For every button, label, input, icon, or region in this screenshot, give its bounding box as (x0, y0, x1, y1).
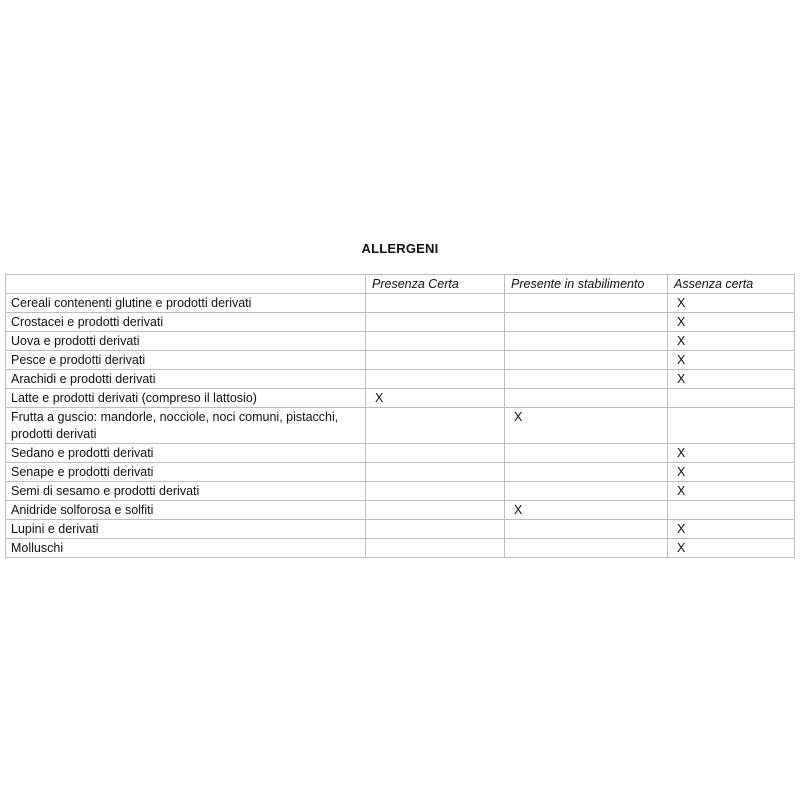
presente-stabilimento-cell (505, 444, 668, 463)
presenza-certa-cell (366, 501, 505, 520)
allergen-name-cell: Molluschi (6, 539, 366, 558)
assenza-certa-cell: X (668, 370, 795, 389)
table-row (6, 463, 795, 482)
table-row (6, 520, 795, 539)
allergen-name-cell: Cereali contenenti glutine e prodotti derivati (6, 294, 366, 313)
presente-stabilimento-cell (505, 539, 668, 558)
presenza-certa-cell: X (366, 389, 505, 408)
table-row (6, 389, 795, 408)
presente-stabilimento-cell (505, 313, 668, 332)
presente-stabilimento-cell (505, 520, 668, 539)
presenza-certa-cell (366, 370, 505, 389)
allergen-name-cell: Lupini e derivati (6, 520, 366, 539)
presenza-certa-cell (366, 351, 505, 370)
presente-stabilimento-cell (505, 294, 668, 313)
allergen-name-cell: Senape e prodotti derivati (6, 463, 366, 482)
table-row (6, 370, 795, 389)
assenza-certa-cell: X (668, 313, 795, 332)
allergen-name-cell: Frutta a guscio: mandorle, nocciole, noci comuni, pistacchi, prodotti derivati (6, 408, 366, 444)
presente-stabilimento-cell (505, 332, 668, 351)
assenza-certa-cell: X (668, 444, 795, 463)
allergen-name-cell: Latte e prodotti derivati (compreso il lattosio) (6, 389, 366, 408)
table-row (6, 501, 795, 520)
table-row (6, 294, 795, 313)
table-row (6, 539, 795, 558)
assenza-certa-cell (668, 389, 795, 408)
assenza-certa-cell: X (668, 463, 795, 482)
presenza-certa-cell (366, 539, 505, 558)
presente-stabilimento-cell: X (505, 501, 668, 520)
presente-stabilimento-cell (505, 370, 668, 389)
assenza-certa-cell: X (668, 520, 795, 539)
column-header-allergen (6, 275, 366, 294)
presenza-certa-cell (366, 444, 505, 463)
column-header-presenza-certa: Presenza Certa (366, 275, 505, 294)
allergen-table (5, 274, 795, 558)
allergen-name-cell: Uova e prodotti derivati (6, 332, 366, 351)
allergen-name-cell: Pesce e prodotti derivati (6, 351, 366, 370)
assenza-certa-cell: X (668, 294, 795, 313)
page-title: ALLERGENI (361, 241, 439, 256)
allergen-name-cell: Sedano e prodotti derivati (6, 444, 366, 463)
assenza-certa-cell (668, 408, 795, 444)
assenza-certa-cell: X (668, 539, 795, 558)
presenza-certa-cell (366, 463, 505, 482)
assenza-certa-cell: X (668, 332, 795, 351)
presenza-certa-cell (366, 520, 505, 539)
allergen-name-cell: Crostacei e prodotti derivati (6, 313, 366, 332)
table-row (6, 313, 795, 332)
presente-stabilimento-cell (505, 463, 668, 482)
assenza-certa-cell: X (668, 351, 795, 370)
column-header-presente-stabilimento: Presente in stabilimento (505, 275, 668, 294)
table-row (6, 482, 795, 501)
presente-stabilimento-cell (505, 351, 668, 370)
presente-stabilimento-cell (505, 389, 668, 408)
allergen-name-cell: Anidride solforosa e solfiti (6, 501, 366, 520)
presenza-certa-cell (366, 408, 505, 444)
presenza-certa-cell (366, 332, 505, 351)
allergen-name-cell: Semi di sesamo e prodotti derivati (6, 482, 366, 501)
table-row (6, 351, 795, 370)
table-row (6, 332, 795, 351)
allergen-name-cell: Arachidi e prodotti derivati (6, 370, 366, 389)
assenza-certa-cell: X (668, 482, 795, 501)
presenza-certa-cell (366, 482, 505, 501)
assenza-certa-cell (668, 501, 795, 520)
column-header-assenza-certa: Assenza certa (668, 275, 795, 294)
table-row (6, 444, 795, 463)
presenza-certa-cell (366, 313, 505, 332)
presenza-certa-cell (366, 294, 505, 313)
table-header-row (6, 275, 795, 294)
table-row (6, 408, 795, 444)
presente-stabilimento-cell: X (505, 408, 668, 444)
presente-stabilimento-cell (505, 482, 668, 501)
